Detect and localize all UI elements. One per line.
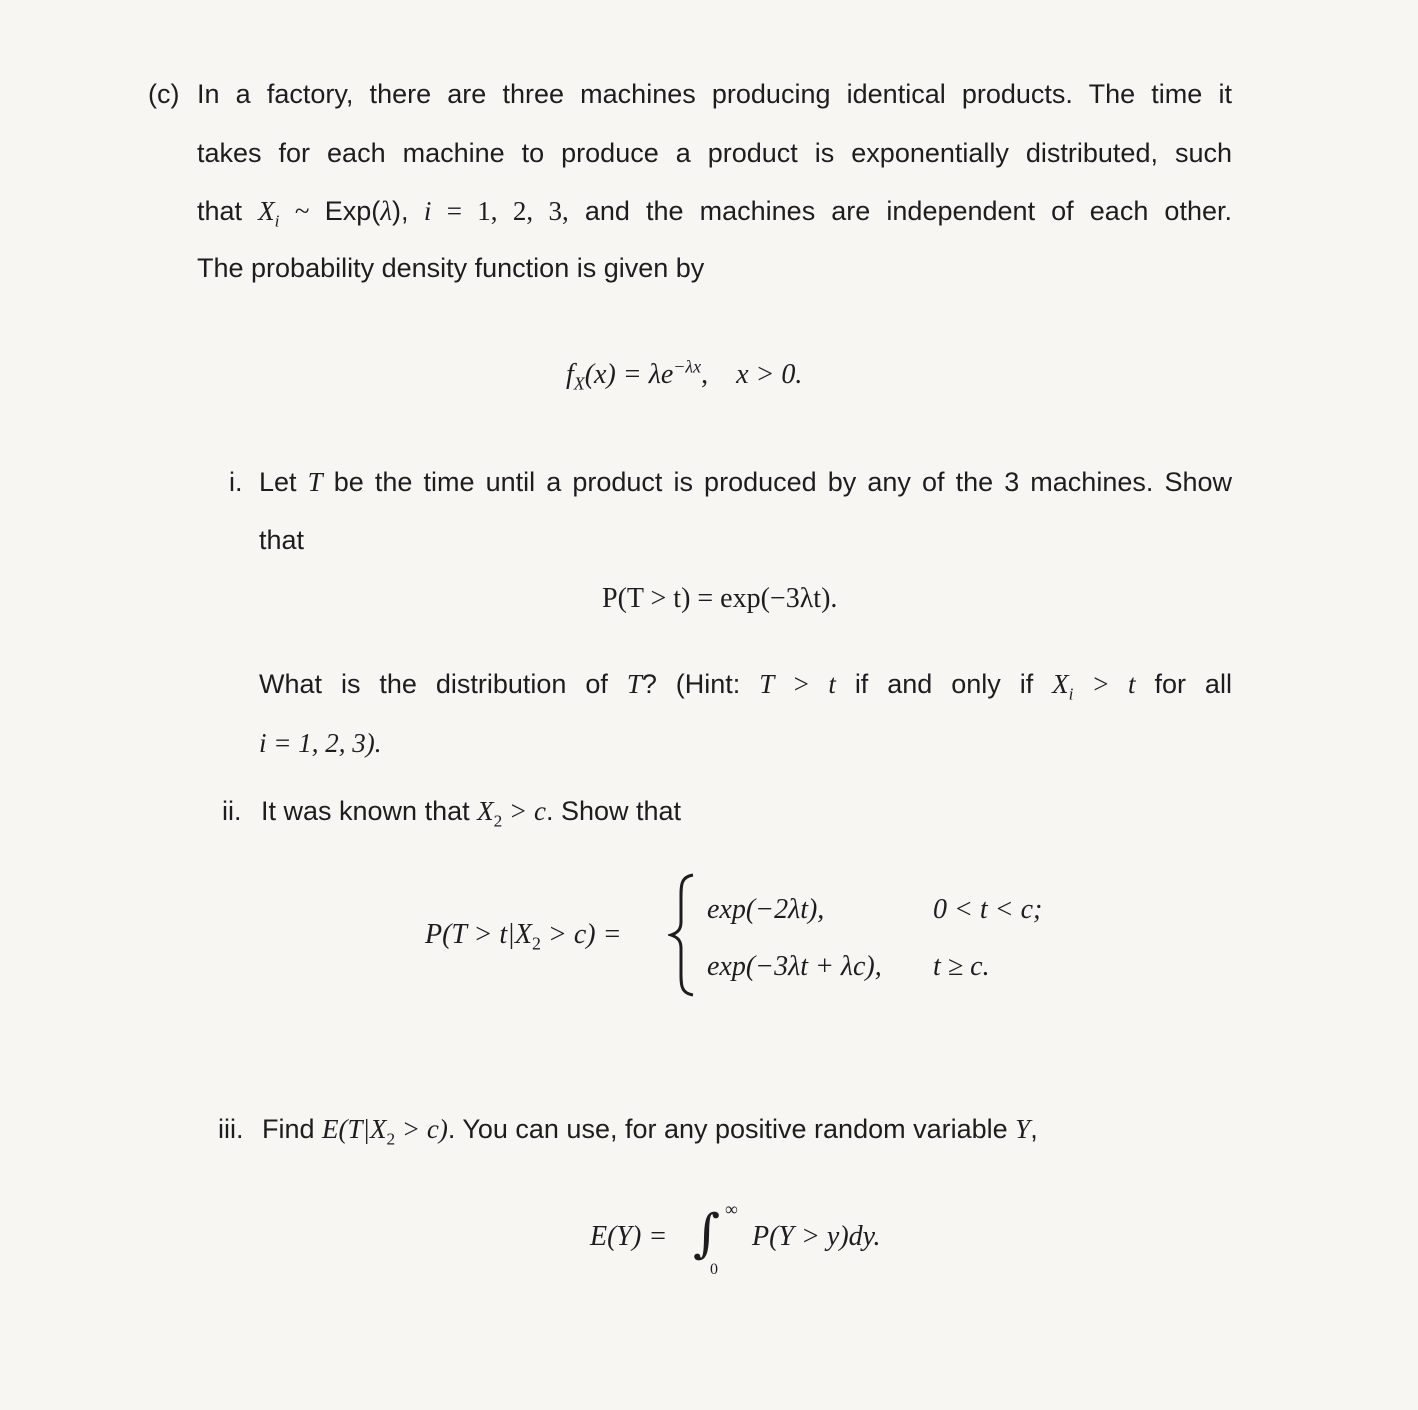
q1-line-1: Let T be the time until a product is produced by any of the 3 machines. Show (259, 467, 1232, 497)
intro-line-2: takes for each machine to produce a product is exponentially distributed, such (197, 138, 1232, 168)
intro-line-4: The probability density function is given by (197, 253, 705, 283)
q2-case2-cond: t ≥ c. (933, 951, 990, 982)
q2-case1-expr: exp(−2λt), (707, 894, 825, 925)
q2-label: ii. (222, 796, 242, 826)
q3-eq-rhs: P(Y > y)dy. (752, 1221, 881, 1252)
q2-equation-lhs: $P(T > t|X_2 > c)$ = (425, 919, 622, 954)
q3-eq-lhs: E(Y) = (590, 1221, 668, 1252)
left-brace (668, 872, 698, 998)
q2-case1-cond: 0 < t < c; (933, 894, 1043, 925)
integral-lower-limit: 0 (710, 1261, 718, 1278)
q1-line-3: What is the distribution of T? (Hint: T > t if and only if $X_i > t$ for all (259, 669, 1232, 704)
q3-line-1: Find $E(T|X_2 > c)$. You can use, for any positive random variable Y, (262, 1114, 1038, 1149)
q1-line-4: i = 1, 2, 3). (259, 728, 382, 758)
q2-case2-expr: exp(−3λt + λc), (707, 951, 882, 982)
pdf-equation: $f_X(x) = \lambda e^{-\lambda x}$, x > 0. (566, 356, 803, 394)
part-label: (c) (148, 79, 180, 109)
q1-equation: P(T > t) = exp(−3λt). (602, 583, 838, 614)
integral-sign: ∫ (693, 1204, 721, 1264)
integral-upper-limit: ∞ (725, 1199, 738, 1219)
intro-line-3: that $X_i$ ~ Exp(λ), i = 1, 2, 3, and the machines are independent of each other. (197, 196, 1232, 231)
q3-label: iii. (218, 1114, 244, 1144)
q2-line-1: It was known that $X_2 > c$. Show that (261, 796, 682, 831)
q1-line-2: that (259, 525, 305, 555)
q1-label: i. (229, 467, 243, 497)
intro-line-1: In a factory, there are three machines producing identical products. The time it (197, 79, 1232, 109)
